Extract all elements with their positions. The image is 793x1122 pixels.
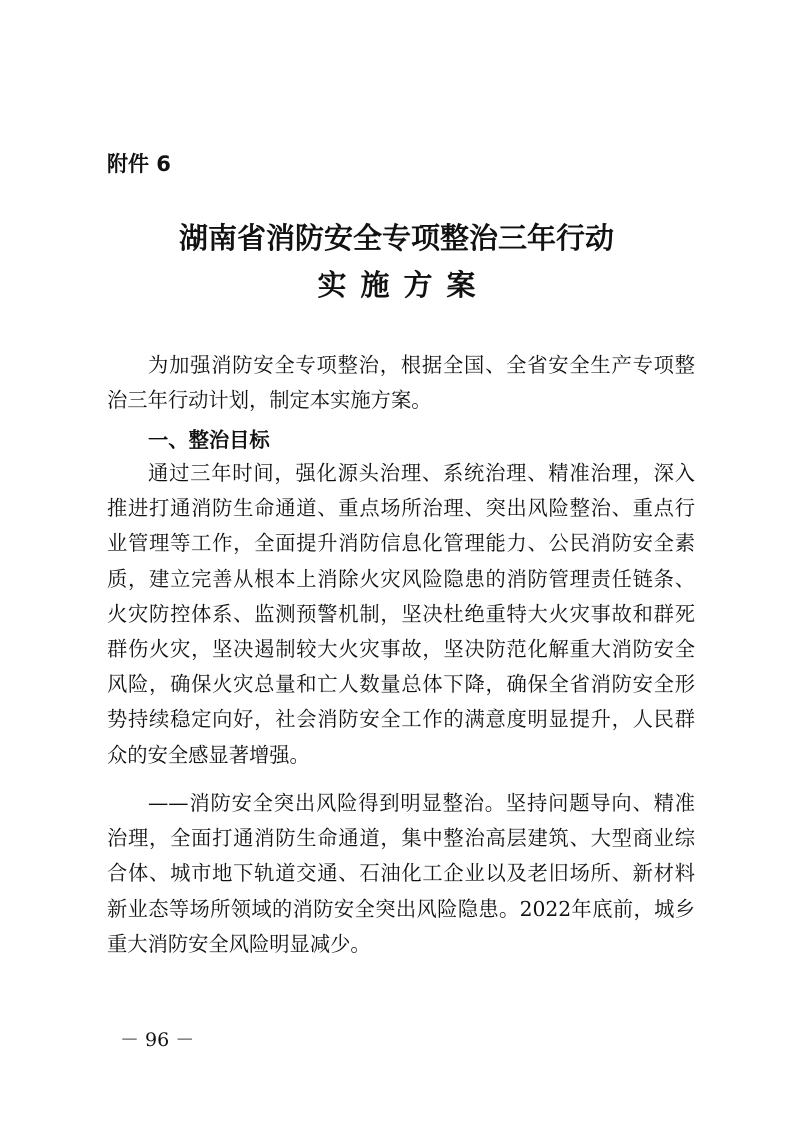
paragraph-line: 火灾防控体系、监测预警机制，坚决杜绝重特大火灾事故和群死 (107, 601, 695, 626)
intro-paragraph (107, 348, 695, 418)
paragraph-line: 业管理等工作，全面提升消防信息化管理能力、公民消防安全素 (107, 531, 695, 556)
intro-line: 为加强消防安全专项整治，根据全国、全省安全生产专项整 (148, 353, 695, 377)
paragraph-line: 群伤火灾，坚决遏制较大火灾事故，坚决防范化解重大消防安全 (107, 637, 695, 662)
paragraph-line: 质，建立完善从根本上消除火灾风险隐患的消防管理责任链条、 (107, 566, 695, 591)
paragraph-line: 众的安全感显著增强。 (107, 742, 310, 767)
paragraph-line: 风险，确保火灾总量和亡人数量总体下降，确保全省消防安全形 (107, 672, 695, 697)
document-title-line-1: 湖南省消防安全专项整治三年行动 (178, 221, 614, 255)
document-title-line-2: 实施方案 (317, 268, 490, 302)
section1-paragraph-2 (107, 786, 695, 962)
paragraph-line: 势持续稳定向好，社会消防安全工作的满意度明显提升，人民群 (107, 707, 695, 732)
section-heading: 一、整治目标 (148, 428, 270, 452)
paragraph-line: 治理，全面打通消防生命通道，集中整治高层建筑、大型商业综 (107, 826, 695, 851)
paragraph-line: 推进打通消防生命通道、重点场所治理、突出风险整治、重点行 (107, 496, 695, 521)
page-number: － 96 － (120, 1029, 195, 1051)
paragraph-line: 重大消防安全风险明显减少。 (107, 931, 371, 956)
paragraph-line: 合体、城市地下轨道交通、石油化工企业以及老旧场所、新材料 (107, 861, 695, 886)
section1-paragraph-1 (107, 456, 695, 773)
paragraph-line: ——消防安全突出风险得到明显整治。坚持问题导向、精准 (148, 791, 695, 815)
attachment-label: 附件 6 (107, 152, 171, 176)
paragraph-line: 通过三年时间，强化源头治理、系统治理、精准治理，深入 (148, 461, 695, 485)
intro-line: 治三年行动计划，制定本实施方案。 (107, 388, 432, 413)
paragraph-line: 新业态等场所领域的消防安全突出风险隐患。2022年底前，城乡 (107, 896, 695, 921)
